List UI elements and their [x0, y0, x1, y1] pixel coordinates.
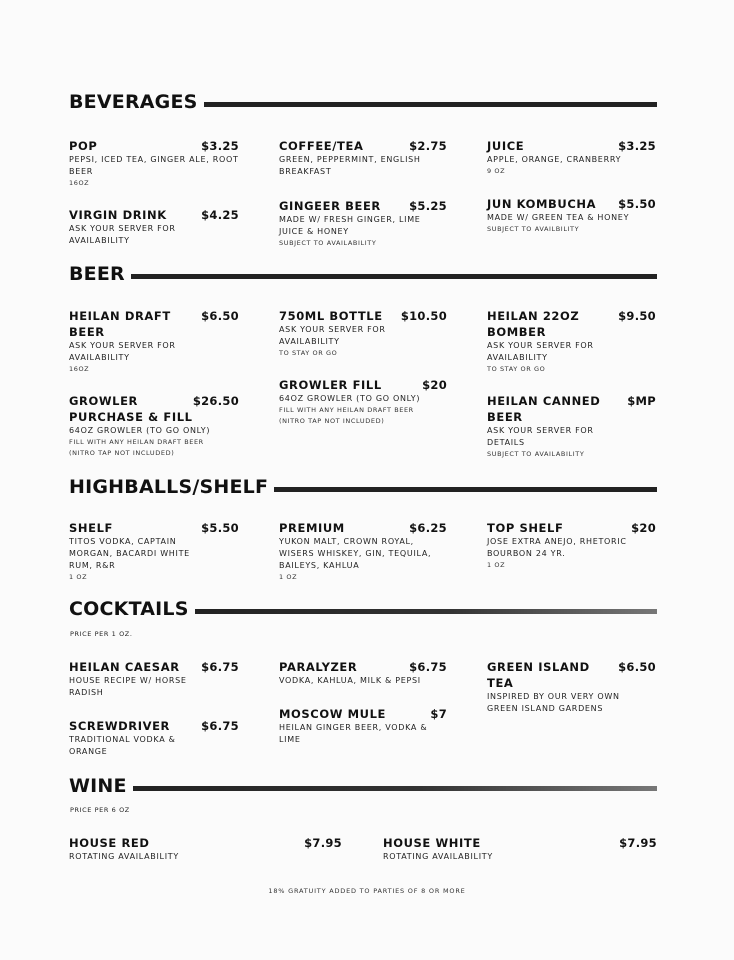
item-price: $5.50 — [618, 197, 656, 211]
menu-item-juice — [487, 138, 656, 177]
menu-item-screwdriver — [69, 718, 239, 758]
menu-item-premium — [279, 520, 447, 583]
cocktails-price-note: PRICE PER 1 OZ. — [70, 630, 133, 638]
item-price: $4.25 — [201, 208, 239, 222]
item-name: GREEN ISLAND TEA — [487, 660, 590, 690]
menu-item-green-island-tea — [487, 659, 656, 715]
item-price: $2.75 — [409, 139, 447, 153]
gratuity-note: 18% GRATUITY ADDED TO PARTIES OF 8 OR MORE — [268, 887, 466, 895]
menu-item-growler-purchase — [69, 393, 239, 459]
item-description: APPLE, ORANGE, CRANBERRY — [487, 155, 622, 164]
item-note: 9 OZ — [487, 167, 506, 175]
menu-item-shelf — [69, 520, 239, 583]
item-note: 1 OZ — [487, 561, 506, 569]
item-description: 64OZ GROWLER (TO GO ONLY) — [279, 394, 421, 403]
item-name: HEILAN CAESAR — [69, 660, 180, 674]
item-name: TOP SHELF — [487, 521, 564, 535]
item-description: TITOS VODKA, CAPTAIN MORGAN, BACARDI WHITE RUM, R&R — [69, 537, 190, 570]
menu-item-heilan-canned — [487, 393, 656, 460]
item-description: 64OZ GROWLER (TO GO ONLY) — [69, 426, 211, 435]
section-rule — [133, 786, 657, 791]
item-note: SUBJECT TO AVAILBILITY — [487, 225, 580, 233]
section-title-beverages: BEVERAGES — [69, 91, 198, 113]
section-rule — [204, 102, 657, 107]
item-name: PREMIUM — [279, 521, 345, 535]
item-name: HEILAN 22OZ BOMBER — [487, 309, 580, 339]
menu-item-house-white — [383, 835, 657, 863]
item-name: SCREWDRIVER — [69, 719, 171, 733]
item-name: GROWLER FILL — [279, 378, 382, 392]
section-rule — [131, 274, 657, 279]
item-price: $6.75 — [201, 719, 239, 733]
menu-item-moscow-mule — [279, 706, 447, 746]
item-name: JUICE — [487, 139, 525, 153]
item-note: 1 OZ — [279, 573, 298, 581]
item-name: POP — [69, 139, 98, 153]
menu-item-paralyzer — [279, 659, 447, 687]
item-price: $6.75 — [201, 660, 239, 674]
section-title-beer: BEER — [69, 263, 125, 285]
item-price: $7.95 — [304, 836, 342, 850]
menu-item-pop — [69, 138, 239, 189]
item-price: $6.75 — [409, 660, 447, 674]
item-price: $6.50 — [618, 660, 656, 674]
wine-price-note: PRICE PER 6 OZ — [70, 806, 130, 814]
item-name: HEILAN DRAFT BEER — [69, 309, 171, 339]
item-note: TO STAY OR GO — [487, 365, 546, 373]
item-price: $5.50 — [201, 521, 239, 535]
menu-item-750ml-bottle — [279, 308, 447, 359]
item-price: $20 — [422, 378, 447, 392]
item-name: HOUSE WHITE — [383, 836, 481, 850]
menu-item-top-shelf — [487, 520, 656, 571]
item-name: 750ML BOTTLE — [279, 309, 383, 323]
section-rule — [274, 487, 657, 492]
item-price: $5.25 — [409, 199, 447, 213]
item-price: $3.25 — [618, 139, 656, 153]
item-price: $26.50 — [192, 394, 239, 408]
item-description: JOSE EXTRA ANEJO, RHETORIC BOURBON 24 YR. — [487, 537, 627, 558]
menu-item-house-red — [69, 835, 342, 863]
menu-item-coffee-tea — [279, 138, 447, 178]
item-price: $7 — [430, 707, 447, 721]
item-name: COFFEE/TEA — [279, 139, 364, 153]
item-description: ASK YOUR SERVER FOR DETAILS — [487, 426, 594, 447]
wine-header — [69, 775, 657, 797]
section-title-cocktails: COCKTAILS — [69, 598, 189, 620]
highballs-header — [69, 476, 657, 498]
item-note: FILL WITH ANY HEILAN DRAFT BEER (NITRO TAP NOT INCLUDED) — [279, 406, 414, 425]
menu-item-virgin-drink — [69, 207, 239, 247]
item-price: $3.25 — [201, 139, 239, 153]
item-note: SUBJECT TO AVAILABILITY — [279, 239, 377, 247]
item-description: INSPIRED BY OUR VERY OWN GREEN ISLAND GARDENS — [487, 692, 620, 713]
item-price: $9.50 — [618, 309, 656, 323]
item-description: MADE W/ FRESH GINGER, LIME JUICE & HONEY — [279, 215, 421, 236]
item-description: HOUSE RECIPE W/ HORSE RADISH — [69, 676, 187, 697]
item-note: 16OZ — [69, 179, 90, 187]
item-name: MOSCOW MULE — [279, 707, 386, 721]
section-rule — [195, 609, 657, 614]
item-name: HEILAN CANNED BEER — [487, 394, 601, 424]
item-name: PARALYZER — [279, 660, 358, 674]
cocktails-header — [69, 598, 657, 620]
item-description: TRADITIONAL VODKA & ORANGE — [69, 735, 176, 756]
item-price: $MP — [627, 394, 656, 408]
beer-header — [69, 263, 657, 285]
item-description: ASK YOUR SERVER FOR AVAILABILITY — [69, 341, 176, 362]
item-note: 16OZ — [69, 365, 90, 373]
item-description: ASK YOUR SERVER FOR AVAILABILITY — [279, 325, 386, 346]
section-title-highballs: HIGHBALLS/SHELF — [69, 476, 269, 498]
menu-item-heilan-caesar — [69, 659, 239, 699]
item-description: ASK YOUR SERVER FOR AVAILABILITY — [69, 224, 176, 245]
item-description: GREEN, PEPPERMINT, ENGLISH BREAKFAST — [279, 155, 421, 176]
item-name: GINGEER BEER — [279, 199, 381, 213]
menu-item-ginger-beer — [279, 198, 447, 249]
item-description: PEPSI, ICED TEA, GINGER ALE, ROOT BEER — [69, 155, 239, 176]
item-price: $10.50 — [400, 309, 447, 323]
item-price: $6.50 — [201, 309, 239, 323]
item-name: GROWLER PURCHASE & FILL — [69, 394, 193, 424]
item-description: HEILAN GINGER BEER, VODKA & LIME — [279, 723, 428, 744]
menu-item-jun-kombucha — [487, 196, 656, 235]
item-description: YUKON MALT, CROWN ROYAL, WISERS WHISKEY, GIN, TEQUILA, BAILEYS, KAHLUA — [279, 537, 432, 570]
item-name: HOUSE RED — [69, 836, 150, 850]
item-price: $7.95 — [619, 836, 657, 850]
menu-item-heilan-draft — [69, 308, 239, 375]
item-note: FILL WITH ANY HEILAN DRAFT BEER (NITRO TAP NOT INCLUDED) — [69, 438, 204, 457]
item-description: MADE W/ GREEN TEA & HONEY — [487, 213, 630, 222]
item-description: ASK YOUR SERVER FOR AVAILABILITY — [487, 341, 594, 362]
item-description: ROTATING AVAILABILITY — [69, 852, 179, 861]
item-name: JUN KOMBUCHA — [487, 197, 597, 211]
item-price: $20 — [631, 521, 656, 535]
item-description: ROTATING AVAILABILITY — [383, 852, 493, 861]
item-note: 1 OZ — [69, 573, 88, 581]
item-price: $6.25 — [409, 521, 447, 535]
item-description: VODKA, KAHLUA, MILK & PEPSI — [279, 676, 421, 685]
item-name: VIRGIN DRINK — [69, 208, 167, 222]
item-name: SHELF — [69, 521, 113, 535]
item-note: SUBJECT TO AVAILABILITY — [487, 450, 585, 458]
section-title-wine: WINE — [69, 775, 127, 797]
menu-item-heilan-22oz-bomber — [487, 308, 656, 375]
menu-item-growler-fill — [279, 377, 447, 427]
beverages-header — [69, 91, 657, 113]
item-note: TO STAY OR GO — [279, 349, 338, 357]
